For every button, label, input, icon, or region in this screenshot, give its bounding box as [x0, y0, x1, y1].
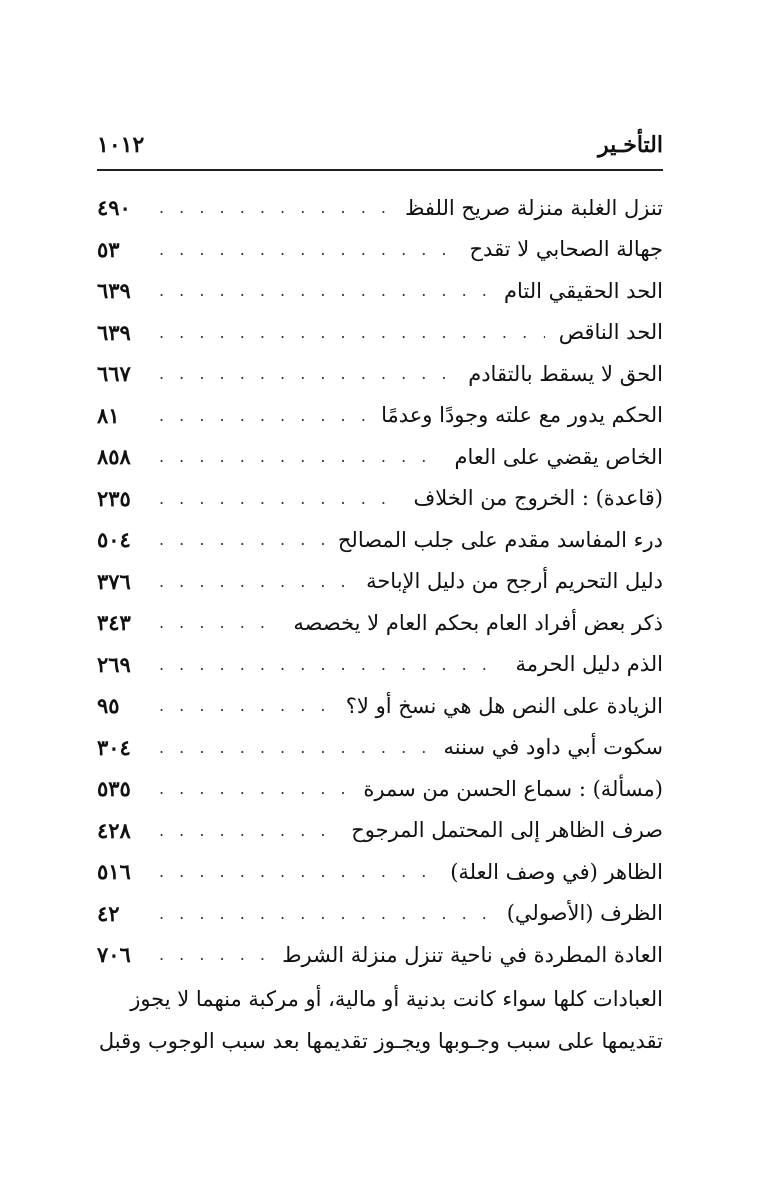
entry-page: ٣٠٤	[97, 734, 131, 760]
leader-dots	[159, 696, 332, 715]
leader-dots	[159, 779, 349, 798]
index-entry	[97, 602, 663, 644]
index-entry	[97, 395, 663, 437]
entry-text: الزيادة على النص هل هي نسخ أو لا؟	[345, 693, 663, 718]
entry-text: جهالة الصحابي لا تقدح	[469, 237, 663, 262]
index-entry	[97, 934, 663, 976]
entry-page: ٣٧٦	[97, 568, 131, 594]
running-header	[97, 128, 663, 164]
entry-text: الحكم يدور مع علته وجودًا وعدمًا	[381, 403, 663, 428]
leader-dots	[159, 489, 399, 508]
entry-text: الظرف (الأصولي)	[506, 901, 663, 926]
entry-text: الحد الناقص	[558, 320, 663, 345]
header-rule	[97, 169, 663, 171]
leader-dots	[159, 945, 268, 964]
entry-page: ٦٣٩	[97, 278, 131, 304]
leader-dots	[159, 530, 324, 549]
entry-page: ٤٢	[97, 900, 120, 926]
entry-page: ٥٣	[97, 236, 120, 262]
index-entry	[97, 229, 663, 271]
leader-dots	[159, 862, 436, 881]
entry-text: صرف الظاهر إلى المحتمل المرجوح	[351, 818, 663, 843]
entry-page: ٧٠٦	[97, 942, 131, 968]
entry-text: (قاعدة) : الخروج من الخلاف	[413, 486, 663, 511]
leader-dots	[159, 364, 454, 383]
leader-dots	[159, 240, 455, 259]
leader-dots	[159, 738, 430, 757]
header-title: التأخـير	[598, 132, 663, 158]
paragraph-line: تقديمها على سبب وجـوبها ويجـوز تقديمها بعد سبب الوجوب وقبل	[98, 1029, 663, 1053]
leader-dots	[159, 281, 490, 300]
index-entry	[97, 685, 663, 727]
index-entry	[97, 187, 663, 229]
entry-text: الحق لا يسقط بالتقادم	[468, 361, 663, 386]
entry-text: العادة المطردة في ناحية تنزل منزلة الشرط	[282, 942, 663, 967]
index-entry	[97, 478, 663, 520]
index-entry	[97, 561, 663, 603]
index-entry	[97, 270, 663, 312]
index-entry	[97, 768, 663, 810]
page-number: ١٠١٢	[97, 132, 145, 158]
entry-page: ٨٥٨	[97, 444, 131, 470]
entry-page: ٣٤٣	[97, 610, 131, 636]
entry-page: ٤٢٨	[97, 817, 131, 843]
leader-dots	[159, 406, 367, 425]
leader-dots	[159, 613, 279, 632]
leader-dots	[159, 821, 337, 840]
leader-dots	[159, 904, 493, 923]
entry-page: ٩٥	[97, 693, 120, 719]
leader-dots	[159, 198, 391, 217]
entry-page: ٢٦٩	[97, 651, 131, 677]
index-entry	[97, 519, 663, 561]
entry-page: ٨١	[97, 402, 120, 428]
entry-text: تنزل الغلبة منزلة صريح اللفظ	[404, 195, 663, 220]
entry-text: سكوت أبي داود في سننه	[443, 735, 663, 760]
index-entry	[97, 810, 663, 852]
entry-text: ذكر بعض أفراد العام بحكم العام لا يخصصه	[293, 610, 663, 635]
body-paragraph	[98, 978, 663, 1062]
entry-page: ٢٣٥	[97, 485, 131, 511]
index-entry	[97, 436, 663, 478]
paragraph-line: العبادات كلها سواء كانت بدنية أو مالية، أو مركبة منهما لا يجوز	[130, 987, 663, 1011]
index-entry	[97, 644, 663, 686]
entry-text: دليل التحريم أرجح من دليل الإباحة	[366, 569, 663, 594]
index-entry	[97, 893, 663, 935]
index-entry	[97, 353, 663, 395]
entry-page: ٥٠٤	[97, 527, 131, 553]
entry-page: ٥٣٥	[97, 776, 131, 802]
index-entry	[97, 312, 663, 354]
entry-text: درء المفاسد مقدم على جلب المصالح	[337, 527, 663, 552]
index-entry	[97, 727, 663, 769]
leader-dots	[159, 572, 352, 591]
entry-text: الظاهر (في وصف العلة)	[450, 859, 663, 884]
entry-text: الحد الحقيقي التام	[503, 278, 663, 303]
entry-page: ٦٣٩	[97, 319, 131, 345]
entry-page: ٦٦٧	[97, 361, 131, 387]
index-list	[97, 187, 663, 976]
entry-text: الذم دليل الحرمة	[515, 652, 663, 677]
entry-page: ٤٩٠	[97, 195, 131, 221]
leader-dots	[159, 447, 440, 466]
entry-page: ٥١٦	[97, 859, 131, 885]
entry-text: الخاص يقضي على العام	[454, 444, 663, 469]
entry-text: (مسألة) : سماع الحسن من سمرة	[363, 776, 663, 801]
leader-dots	[159, 323, 545, 342]
leader-dots	[159, 655, 502, 674]
index-entry	[97, 851, 663, 893]
